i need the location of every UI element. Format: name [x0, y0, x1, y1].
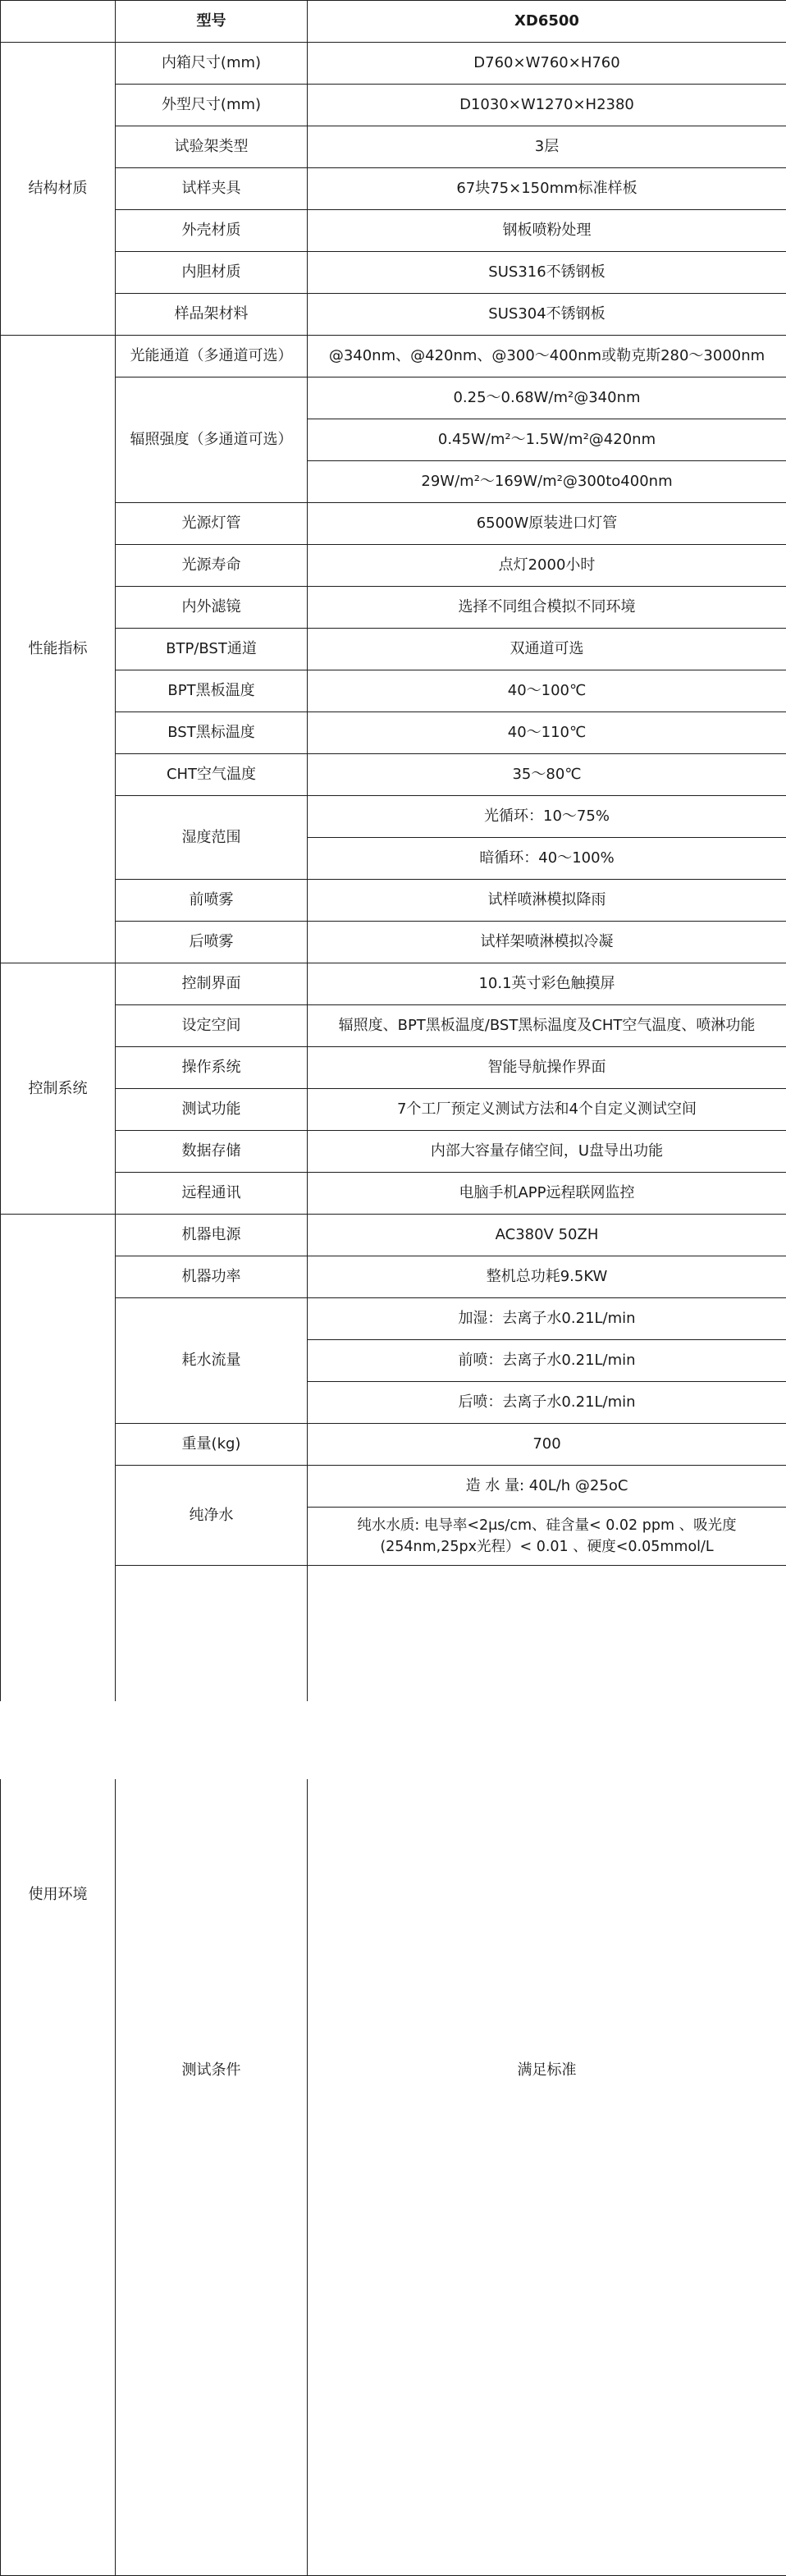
header-model: XD6500: [308, 1, 786, 43]
table-row: [1, 545, 786, 587]
item-name: 试验架类型: [116, 126, 308, 168]
table-row: [1, 1173, 786, 1215]
header-corner-cell: [1, 1, 116, 43]
category-cell: 结构材质: [1, 43, 116, 336]
item-value: D1030×W1270×H2380: [308, 85, 786, 126]
table-row: [1, 1089, 786, 1131]
item-value: 加湿：去离子水0.21L/min: [308, 1298, 786, 1340]
table-row: [1, 85, 786, 126]
table-row: [1, 754, 786, 796]
table-row: [1, 963, 786, 1005]
category-cell: 性能指标: [1, 336, 116, 963]
table-row: [1, 294, 786, 336]
table-row: [1, 796, 786, 838]
header-row: [1, 1, 786, 43]
item-value: 35～80℃: [308, 754, 786, 796]
table-row: [1, 1466, 786, 1508]
table-row: [1, 922, 786, 963]
item-value: 试样喷淋模拟降雨: [308, 880, 786, 922]
item-value: SUS304不锈钢板: [308, 294, 786, 336]
table-row: [1, 252, 786, 294]
table-row: [1, 1424, 786, 1466]
item-value: D760×W760×H760: [308, 43, 786, 85]
item-name: CHT空气温度: [116, 754, 308, 796]
item-name: 设定空间: [116, 1005, 308, 1047]
item-name: 光源灯管: [116, 503, 308, 545]
item-value: SUS316不锈钢板: [308, 252, 786, 294]
item-name: 操作系统: [116, 1047, 308, 1089]
table-row: [1, 1131, 786, 1173]
table-row: [1, 670, 786, 712]
item-value: 电脑手机APP远程联网监控: [308, 1173, 786, 1215]
table-row: [1, 880, 786, 922]
item-name: 前喷雾: [116, 880, 308, 922]
item-name: 光能通道（多通道可选）: [116, 336, 308, 377]
item-name: 试样夹具: [116, 168, 308, 210]
item-value: AC380V 50ZH: [308, 1215, 786, 1256]
item-name: 外型尺寸(mm): [116, 85, 308, 126]
table-row: [1, 336, 786, 377]
item-value: 造 水 量: 40L/h @25oC: [308, 1466, 786, 1508]
item-name: 辐照强度（多通道可选）: [116, 377, 308, 503]
item-value: 后喷：去离子水0.21L/min: [308, 1382, 786, 1424]
table-row: [1, 1298, 786, 1340]
item-value: 双通道可选: [308, 629, 786, 670]
item-name: 后喷雾: [116, 922, 308, 963]
item-value: 试样架喷淋模拟冷凝: [308, 922, 786, 963]
item-name: 测试功能: [116, 1089, 308, 1131]
item-name: 样品架材料: [116, 294, 308, 336]
item-name: 耗水流量: [116, 1298, 308, 1424]
item-value: 点灯2000小时: [308, 545, 786, 587]
item-value: 0.45W/m²～1.5W/m²@420nm: [308, 419, 786, 461]
item-value: 整机总功耗9.5KW: [308, 1256, 786, 1298]
table-row: [1, 587, 786, 629]
item-value: 前喷：去离子水0.21L/min: [308, 1340, 786, 1382]
category-cell: 控制系统: [1, 963, 116, 1215]
item-name: 控制界面: [116, 963, 308, 1005]
table-row: [1, 503, 786, 545]
item-value: @340nm、@420nm、@300～400nm或勒克斯280～3000nm: [308, 336, 786, 377]
item-name: 机器功率: [116, 1256, 308, 1298]
item-name: 内箱尺寸(mm): [116, 43, 308, 85]
item-value: 700: [308, 1424, 786, 1466]
item-name: 内胆材质: [116, 252, 308, 294]
item-name: 光源寿命: [116, 545, 308, 587]
item-value: 40～110℃: [308, 712, 786, 754]
page-bottom-blank: [0, 1701, 786, 1779]
item-name: 远程通讯: [116, 1173, 308, 1215]
item-value: 3层: [308, 126, 786, 168]
item-value: 选择不同组合模拟不同环境: [308, 587, 786, 629]
category-cell: 测试条件: [116, 1566, 308, 2576]
item-value: 0.25～0.68W/m²@340nm: [308, 377, 786, 419]
item-name: 满足标准: [308, 1566, 786, 2576]
item-name: 重量(kg): [116, 1424, 308, 1466]
item-name: 纯净水: [116, 1466, 308, 1566]
item-name: BST黑标温度: [116, 712, 308, 754]
item-name: 机器电源: [116, 1215, 308, 1256]
item-name: 湿度范围: [116, 796, 308, 880]
table-row: [1, 43, 786, 85]
table-row: [1, 377, 786, 419]
table-row: [1, 1005, 786, 1047]
item-name: 数据存储: [116, 1131, 308, 1173]
item-value: 40～100℃: [308, 670, 786, 712]
item-value: 6500W原装进口灯管: [308, 503, 786, 545]
item-value: 7个工厂预定义测试方法和4个自定义测试空间: [308, 1089, 786, 1131]
header-label: 型号: [116, 1, 308, 43]
item-value: 光循环：10～75%: [308, 796, 786, 838]
item-name: 外壳材质: [116, 210, 308, 252]
item-name: BPT黑板温度: [116, 670, 308, 712]
category-cell: 使用环境: [1, 1215, 116, 2576]
item-value: 钢板喷粉处理: [308, 210, 786, 252]
item-value: 29W/m²～169W/m²@300to400nm: [308, 461, 786, 503]
item-value: 内部大容量存储空间，U盘导出功能: [308, 1131, 786, 1173]
table-row: [1, 210, 786, 252]
item-name: BTP/BST通道: [116, 629, 308, 670]
table-row: [1, 629, 786, 670]
table-row: [1, 1256, 786, 1298]
table-row: [1, 168, 786, 210]
table-row: [1, 712, 786, 754]
table-row: [1, 1047, 786, 1089]
item-value: 智能导航操作界面: [308, 1047, 786, 1089]
item-value: 67块75×150mm标准样板: [308, 168, 786, 210]
table-row: [1, 1215, 786, 1256]
table-row: [1, 126, 786, 168]
item-value: 辐照度、BPT黑板温度/BST黑标温度及CHT空气温度、喷淋功能: [308, 1005, 786, 1047]
item-value: 纯水水质: 电导率<2μs/cm、硅含量< 0.02 ppm 、吸光度(254nm,25px光程）< 0.01 、硬度<0.05mmol/L: [308, 1508, 786, 1566]
item-value: 暗循环：40～100%: [308, 838, 786, 880]
item-name: 内外滤镜: [116, 587, 308, 629]
item-value: 10.1英寸彩色触摸屏: [308, 963, 786, 1005]
